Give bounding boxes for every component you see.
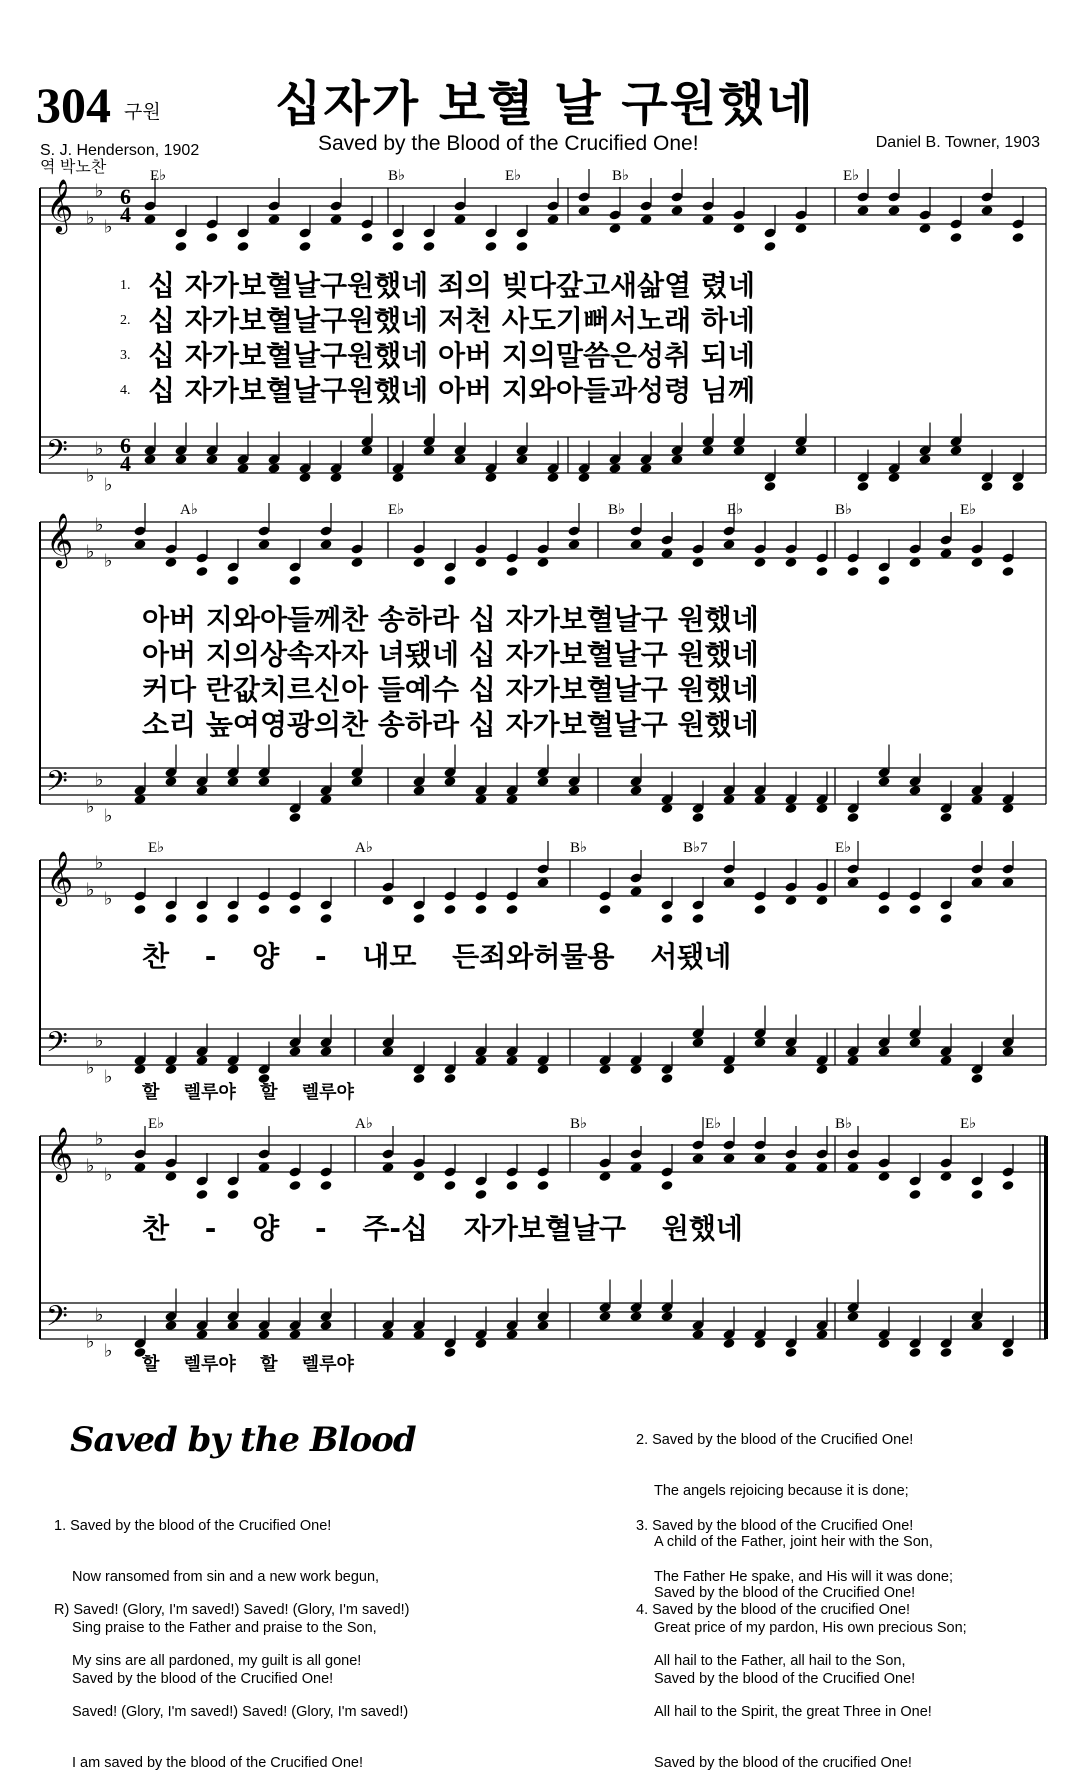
flat-sign: ♭: [104, 474, 113, 496]
english-heading: Saved by the Blood: [70, 1420, 416, 1460]
note-head: [846, 566, 859, 577]
chord-symbol: B♭: [388, 168, 406, 184]
note-head: [763, 481, 776, 492]
lyric-line: 십 자가보혈날구원했네 죄의 빚다갚고새삶열 렸네: [148, 269, 756, 302]
note-head: [691, 812, 704, 823]
flat-sign: ♭: [95, 1128, 104, 1150]
treble-clef: 𝄞: [46, 1126, 74, 1180]
flat-sign: ♭: [104, 1340, 113, 1362]
note-head: [412, 913, 425, 924]
flat-sign: ♭: [95, 1030, 104, 1052]
lyric-line: 찬 - 양 - 내모 든죄와허물용 서됐네: [142, 940, 732, 973]
hymn-category: 구원: [124, 102, 161, 123]
note-head: [1001, 1180, 1014, 1191]
note-head: [536, 1180, 549, 1191]
note-head: [939, 913, 952, 924]
chord-symbol: E♭: [505, 168, 522, 184]
chord-symbol: E♭: [705, 1116, 722, 1132]
note-head: [877, 575, 890, 586]
flat-sign: ♭: [86, 1155, 95, 1177]
note-head: [443, 1347, 456, 1358]
flat-sign: ♭: [95, 852, 104, 874]
chord-symbol: E♭: [835, 840, 852, 856]
note-head: [360, 232, 373, 243]
note-head: [691, 913, 704, 924]
chord-symbol: E♭: [148, 1116, 165, 1132]
composer: Daniel B. Towner, 1903: [875, 134, 1040, 151]
chord-symbol: A♭: [355, 840, 373, 856]
note-head: [226, 913, 239, 924]
note-head: [939, 812, 952, 823]
chord-symbol: E♭: [727, 502, 744, 518]
flat-sign: ♭: [86, 1057, 95, 1079]
bass-clef: 𝄢: [46, 1300, 68, 1340]
flat-sign: ♭: [86, 879, 95, 901]
note-head: [288, 575, 301, 586]
hymn-title-en: Saved by the Blood of the Crucified One!: [318, 132, 699, 155]
verse-number: 1.: [120, 278, 131, 293]
flat-sign: ♭: [95, 180, 104, 202]
note-head: [908, 904, 921, 915]
hymn-number: 304: [36, 77, 111, 133]
lyric-line: 커다 란값치르신아 들예수 십 자가보혈날구 원했네: [142, 673, 759, 706]
note-head: [257, 904, 270, 915]
note-head: [164, 913, 177, 924]
lyric-line: 십 자가보혈날구원했네 저천 사도기뻐서노래 하네: [148, 304, 756, 337]
treble-clef: 𝄞: [46, 178, 74, 232]
note-head: [319, 913, 332, 924]
time-signature: 4: [120, 451, 131, 476]
lyric-line: 십 자가보혈날구원했네 아버 지와아들과성령 님께: [148, 374, 756, 407]
lyric-line: 아버 지의상속자자 녀됐네 십 자가보혈날구 원했네: [142, 638, 759, 671]
flat-sign: ♭: [104, 1164, 113, 1186]
verse-number: 3.: [120, 348, 131, 363]
flat-sign: ♭: [104, 1066, 113, 1088]
note-head: [443, 1180, 456, 1191]
stanza-4: 4. Saved by the blood of the crucified One! All hail to the Father, all hail to the Son, All hail to the Spirit, the great Three in One! Saved by the blood of the crucified One!: [636, 1602, 932, 1771]
bass-clef: 𝄢: [46, 434, 68, 474]
chord-symbol: E♭: [843, 168, 860, 184]
note-head: [877, 904, 890, 915]
flat-sign: ♭: [95, 438, 104, 460]
flat-sign: ♭: [86, 541, 95, 563]
author: S. J. Henderson, 1902: [40, 142, 200, 159]
bass-lyric: 할 렐루야 할 렐루야: [142, 1354, 354, 1375]
time-signature: 4: [120, 202, 131, 227]
note-head: [939, 1347, 952, 1358]
note-head: [195, 913, 208, 924]
chord-symbol: B♭: [835, 502, 853, 518]
note-head: [505, 904, 518, 915]
bass-clef: 𝄢: [46, 765, 68, 805]
note-head: [908, 1347, 921, 1358]
note-head: [226, 575, 239, 586]
chord-symbol: E♭: [150, 168, 167, 184]
chord-symbol: E♭: [960, 1116, 977, 1132]
hymn-title-ko: 십자가 보혈 날 구원했네: [275, 76, 815, 132]
flat-sign: ♭: [104, 805, 113, 827]
note-head: [288, 904, 301, 915]
note-head: [505, 1180, 518, 1191]
note-head: [205, 232, 218, 243]
flat-sign: ♭: [95, 1304, 104, 1326]
chord-symbol: E♭: [388, 502, 405, 518]
chord-symbol: B♭7: [683, 840, 708, 856]
note-head: [412, 1073, 425, 1084]
flat-sign: ♭: [86, 1331, 95, 1353]
note-head: [660, 913, 673, 924]
flat-sign: ♭: [86, 207, 95, 229]
note-head: [846, 812, 859, 823]
note-head: [236, 241, 249, 252]
note-head: [1001, 1347, 1014, 1358]
lyric-line: 아버 지와아들께찬 송하라 십 자가보혈날구 원했네: [142, 603, 759, 636]
flat-sign: ♭: [86, 796, 95, 818]
note-head: [174, 241, 187, 252]
note-head: [391, 241, 404, 252]
chord-symbol: B♭: [835, 1116, 853, 1132]
note-head: [422, 241, 435, 252]
note-head: [753, 904, 766, 915]
bass-lyric: 할 렐루야 할 렐루야: [142, 1082, 354, 1103]
note-head: [970, 1189, 983, 1200]
stanza-3: 3. Saved by the blood of the Crucified One! The Father He spake, and His will it was done; Great price of my pardon, His own precious Son; Saved by the blood of the Crucified One!: [636, 1518, 967, 1687]
flat-sign: ♭: [104, 888, 113, 910]
note-head: [1011, 232, 1024, 243]
stanza-2: 2. Saved by the blood of the Crucified One! The angels rejoicing because it is done; A child of the Father, joint heir with the Son, Saved by the blood of the Crucified One!: [636, 1432, 933, 1601]
flat-sign: ♭: [95, 769, 104, 791]
note-head: [515, 241, 528, 252]
note-head: [288, 812, 301, 823]
lyric-line: 찬 - 양 - 주-십 자가보혈날구 원했네: [142, 1212, 743, 1245]
note-head: [815, 566, 828, 577]
note-head: [908, 1189, 921, 1200]
note-head: [443, 1073, 456, 1084]
flat-sign: ♭: [95, 514, 104, 536]
note-head: [505, 566, 518, 577]
note-head: [856, 481, 869, 492]
note-head: [226, 1189, 239, 1200]
note-head: [1011, 481, 1024, 492]
chord-symbol: B♭: [570, 1116, 588, 1132]
chord-symbol: A♭: [355, 1116, 373, 1132]
note-head: [319, 1180, 332, 1191]
chord-symbol: B♭: [608, 502, 626, 518]
note-head: [970, 1073, 983, 1084]
chord-symbol: E♭: [148, 840, 165, 856]
refrain: R) Saved! (Glory, I'm saved!) Saved! (Glory, I'm saved!) My sins are all pardoned, my guilt is all gone! Saved! (Glory, I'm saved!) Saved! (Glory, I'm saved!) I am saved by the blood of the Crucified One!: [54, 1602, 410, 1771]
note-head: [195, 566, 208, 577]
note-head: [949, 232, 962, 243]
note-head: [660, 1180, 673, 1191]
flat-sign: ♭: [86, 465, 95, 487]
note-head: [474, 904, 487, 915]
note-head: [133, 904, 146, 915]
flat-sign: ♭: [104, 550, 113, 572]
bass-clef: 𝄢: [46, 1026, 68, 1066]
note-head: [980, 481, 993, 492]
note-head: [598, 904, 611, 915]
note-head: [298, 241, 311, 252]
note-head: [660, 1073, 673, 1084]
note-head: [443, 575, 456, 586]
flat-sign: ♭: [104, 216, 113, 238]
note-head: [763, 241, 776, 252]
lyric-line: 소리 높여영광의찬 송하라 십 자가보혈날구 원했네: [142, 708, 759, 741]
note-head: [195, 1189, 208, 1200]
note-head: [484, 241, 497, 252]
note-head: [288, 1180, 301, 1191]
stanza-1: 1. Saved by the blood of the Crucified One! Now ransomed from sin and a new work begun, Sing praise to the Father and praise to the Son, Saved by the blood of the Crucified One!: [54, 1518, 380, 1687]
chord-symbol: E♭: [960, 502, 977, 518]
note-head: [474, 1189, 487, 1200]
chord-symbol: B♭: [612, 168, 630, 184]
translator: 역 박노찬: [40, 159, 107, 176]
treble-clef: 𝄞: [46, 850, 74, 904]
note-head: [443, 904, 456, 915]
note-head: [1001, 566, 1014, 577]
chord-symbol: A♭: [180, 502, 198, 518]
verse-number: 4.: [120, 383, 131, 398]
treble-clef: 𝄞: [46, 512, 74, 566]
time-signature: 6: [120, 433, 131, 458]
note-head: [784, 1347, 797, 1358]
time-signature: 6: [120, 184, 131, 209]
chord-symbol: B♭: [570, 840, 588, 856]
lyric-line: 십 자가보혈날구원했네 아버 지의말씀은성취 되네: [148, 339, 756, 372]
verse-number: 2.: [120, 313, 131, 328]
